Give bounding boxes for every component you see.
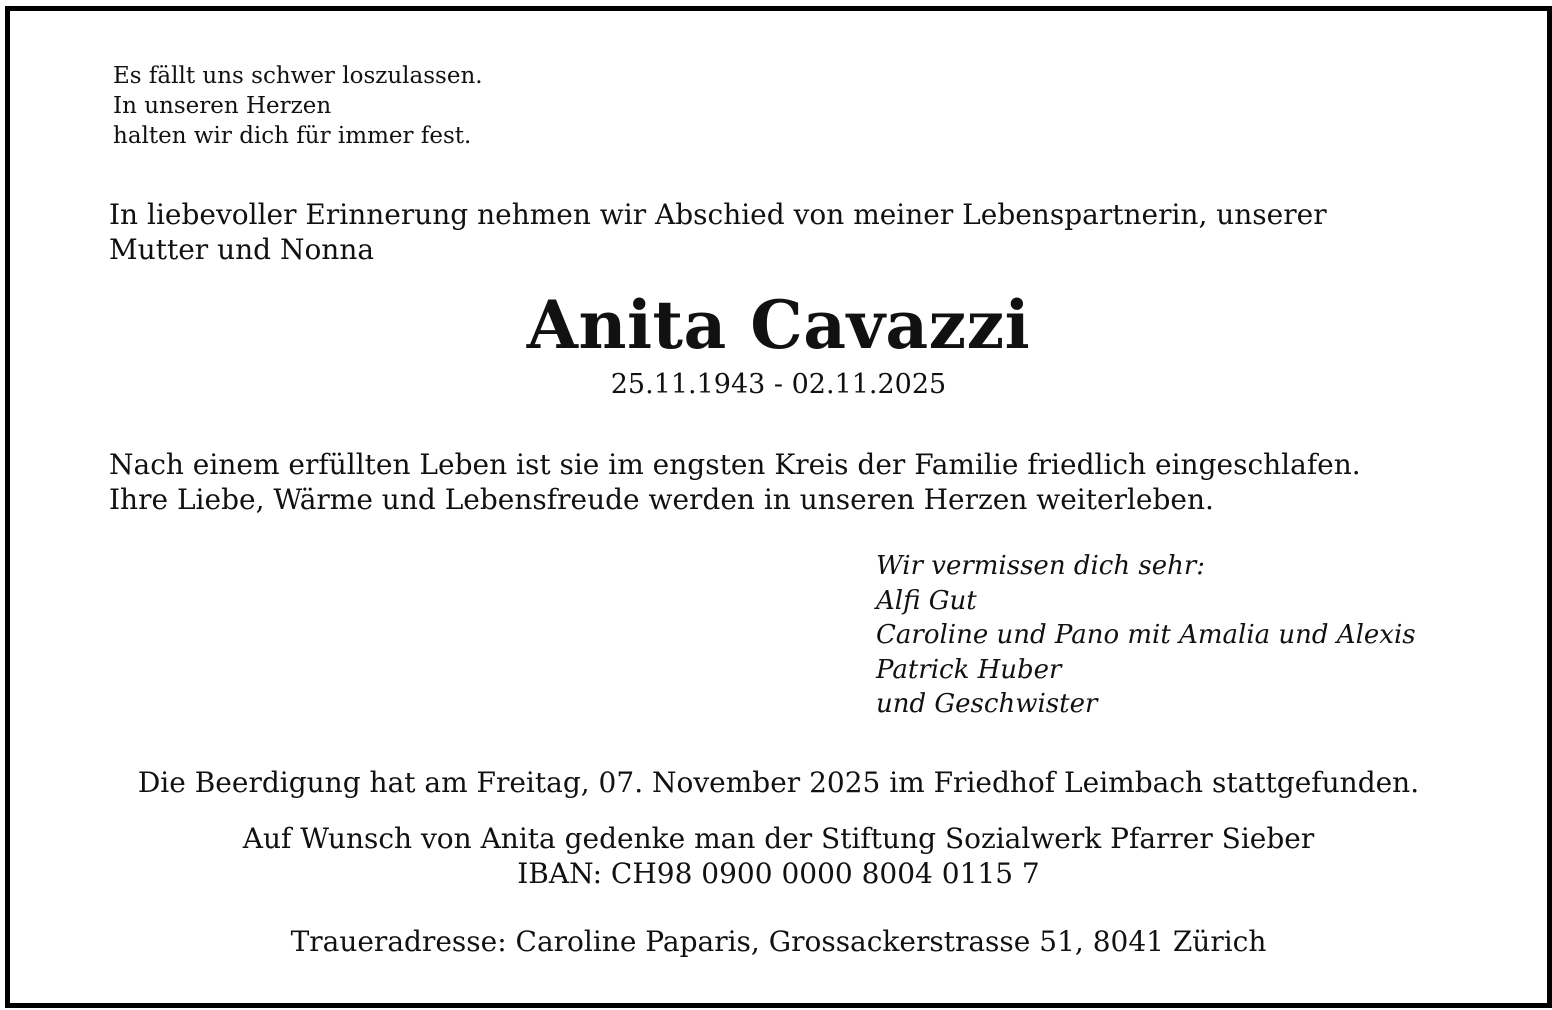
memorial-message: [109, 447, 1361, 517]
opening-quote: [113, 61, 483, 151]
mourning-address: Traueradresse: Caroline Paparis, Grossackerstrasse 51, 8041 Zürich: [290, 925, 1267, 958]
donation-info: [10, 821, 1547, 891]
donation-iban: IBAN: CH98 0900 0000 8004 0115 7: [517, 857, 1040, 890]
intro-line: Mutter und Nonna: [109, 233, 375, 266]
message-line: Nach einem erfüllten Leben ist sie im engsten Kreis der Familie friedlich eingeschlafen.: [109, 448, 1361, 481]
quote-line: halten wir dich für immer fest.: [113, 123, 472, 149]
deceased-name: Anita Cavazzi: [526, 286, 1031, 364]
life-dates: 25.11.1943 - 02.11.2025: [610, 369, 947, 400]
message-line: Ihre Liebe, Wärme und Lebensfreude werden in unseren Herzen weiterleben.: [109, 483, 1214, 516]
mourner-name: Alfi Gut: [876, 585, 977, 616]
quote-line: In unseren Herzen: [113, 93, 332, 119]
mourners-list: [876, 549, 1416, 722]
mourner-name: Patrick Huber: [876, 654, 1062, 685]
mourners-heading: Wir vermissen dich sehr:: [876, 551, 1206, 581]
intro-line: In liebevoller Erinnerung nehmen wir Abschied von meiner Lebenspartnerin, unserer: [109, 198, 1327, 231]
mourner-name: Caroline und Pano mit Amalia und Alexis: [876, 620, 1416, 650]
mourner-name: und Geschwister: [876, 689, 1098, 719]
donation-text: Auf Wunsch von Anita gedenke man der Stiftung Sozialwerk Pfarrer Sieber: [242, 822, 1315, 855]
obituary-notice: [5, 6, 1552, 1008]
funeral-info: Die Beerdigung hat am Freitag, 07. November 2025 im Friedhof Leimbach stattgefunden.: [137, 766, 1420, 799]
intro-text: [109, 197, 1327, 267]
quote-line: Es fällt uns schwer loszulassen.: [113, 63, 483, 89]
